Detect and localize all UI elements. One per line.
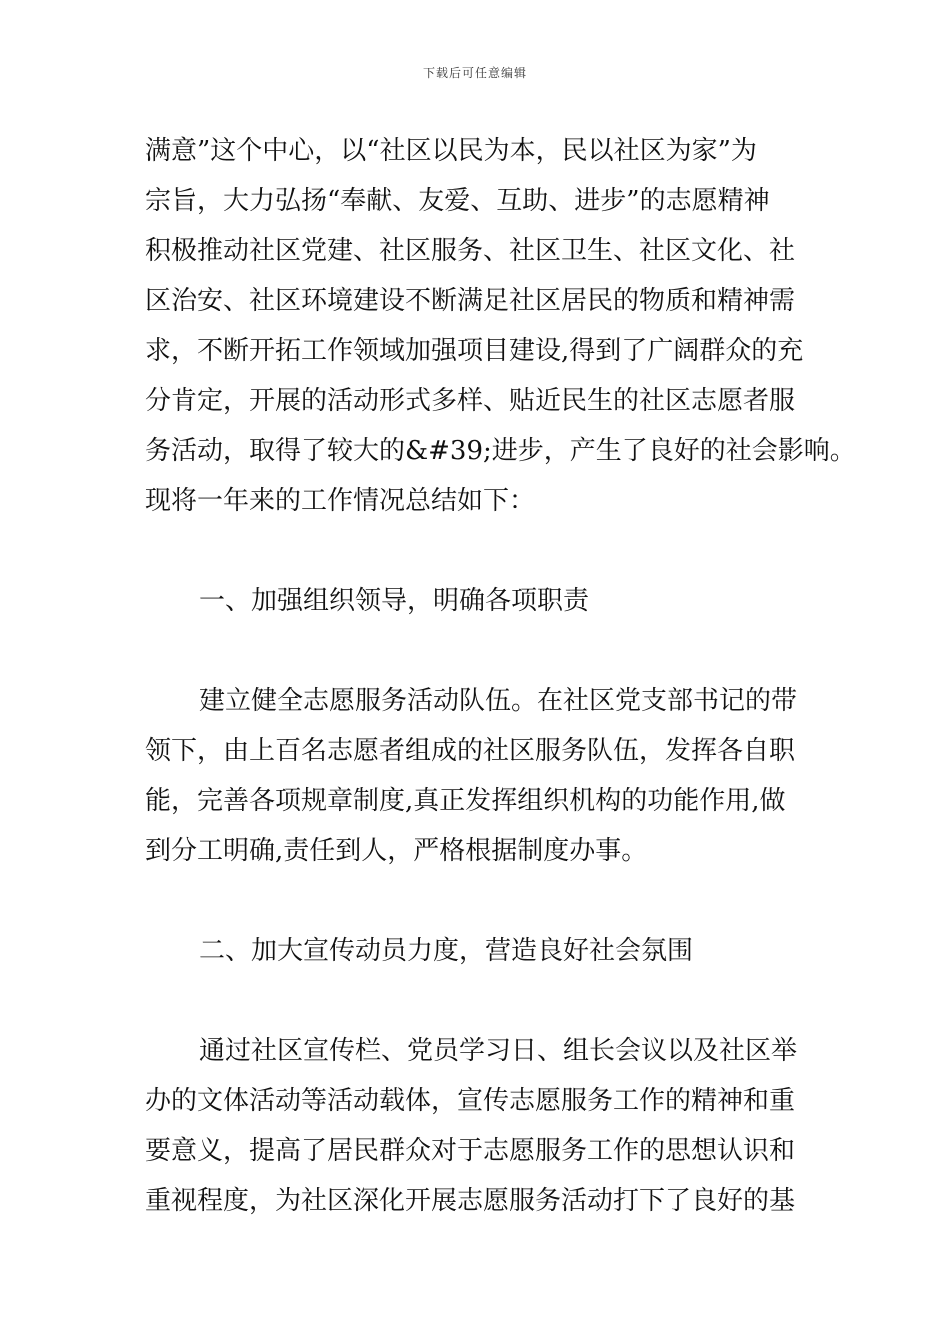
text-line: 务活动，取得了较大的&#39;进步，产生了良好的社会影响。 bbox=[145, 436, 856, 466]
text-line: 分肯定，开展的活动形式多样、贴近民生的社区志愿者服 bbox=[145, 386, 796, 416]
text-line: 能，完善各项规章制度,真正发挥组织机构的功能作用,做 bbox=[145, 786, 786, 816]
text-line: 到分工明确,责任到人，严格根据制度办事。 bbox=[145, 836, 648, 866]
text-line: 宗旨，大力弘扬“奉献、友爱、互助、进步”的志愿精神 bbox=[145, 186, 770, 216]
text-line: 办的文体活动等活动载体，宣传志愿服务工作的精神和重 bbox=[145, 1086, 796, 1116]
section-heading-1: 一、加强组织领导，明确各项职责 bbox=[199, 586, 590, 616]
text-line: 积极推动社区党建、社区服务、社区卫生、社区文化、社 bbox=[145, 236, 796, 266]
paragraph-gap bbox=[145, 976, 825, 1026]
paragraph-gap bbox=[145, 626, 825, 676]
page-header: 下载后可任意编辑 bbox=[422, 66, 527, 80]
text-line: 要意义，提高了居民群众对于志愿服务工作的思想认识和 bbox=[145, 1136, 796, 1166]
paragraph-gap bbox=[145, 526, 825, 576]
text-line: 满意”这个中心，以“社区以民为本，民以社区为家”为 bbox=[145, 136, 757, 166]
text-line: 现将一年来的工作情况总结如下： bbox=[145, 486, 536, 516]
text-line: 求，不断开拓工作领域加强项目建设,得到了广阔群众的充 bbox=[145, 336, 804, 366]
text-line: 领下，由上百名志愿者组成的社区服务队伍，发挥各自职 bbox=[145, 736, 796, 766]
document-body bbox=[145, 126, 856, 1226]
text-line: 通过社区宣传栏、党员学习日、组长会议以及社区举 bbox=[199, 1036, 798, 1066]
section-heading-2: 二、加大宣传动员力度，营造良好社会氛围 bbox=[199, 936, 694, 966]
paragraph-publicity bbox=[145, 1026, 825, 1226]
paragraph-intro bbox=[145, 126, 856, 526]
text-line: 区治安、社区环境建设不断满足社区居民的物质和精神需 bbox=[145, 286, 796, 316]
paragraph-gap bbox=[145, 876, 825, 926]
text-line: 重视程度，为社区深化开展志愿服务活动打下了良好的基 bbox=[145, 1186, 796, 1216]
text-line: 建立健全志愿服务活动队伍。在社区党支部书记的带 bbox=[199, 686, 798, 716]
paragraph-team bbox=[145, 676, 825, 876]
